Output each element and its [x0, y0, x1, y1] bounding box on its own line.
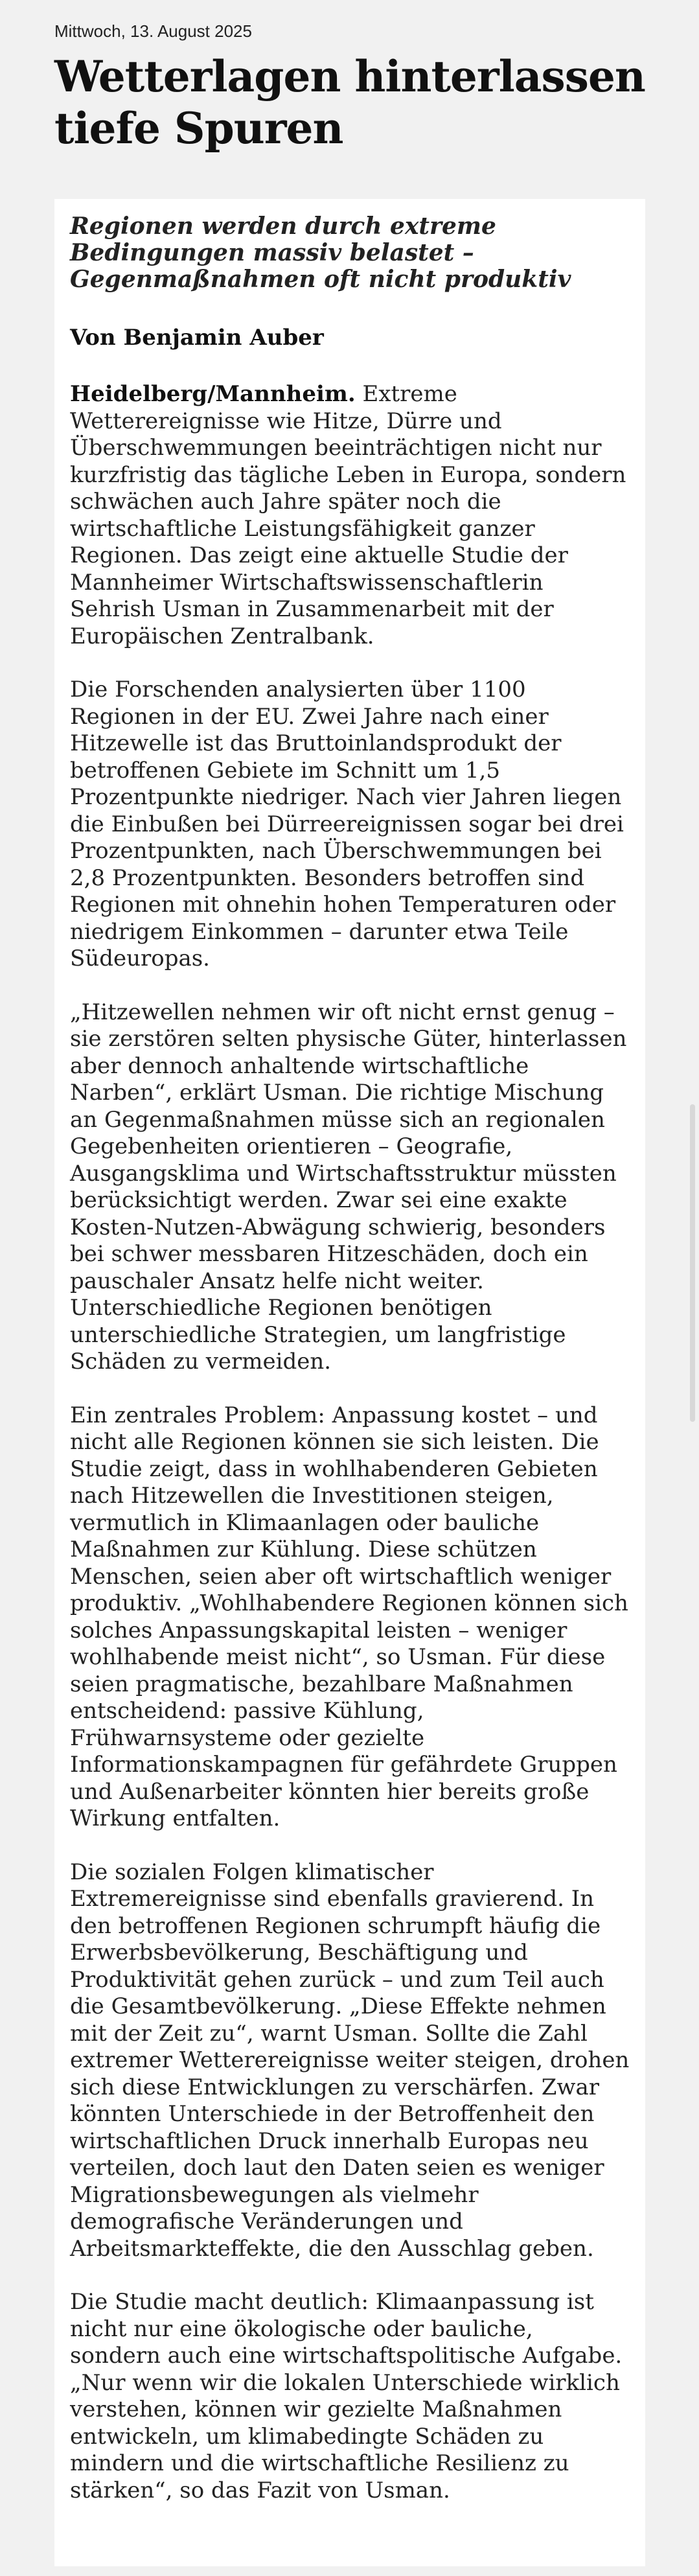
article-paragraph-3: „Hitzewellen nehmen wir oft nicht ernst genug – sie zerstören selten physische Güter, hinterlassen aber dennoch anhaltende wirtschaftliche Narben“, erklärt Usman. Die richtige Mischung an Gegenmaßnahmen müsse sich an regionalen Gegebenheiten orientieren – Geografie, Ausgangsklima und Wirtschaftsstruktur müssten berücksichtigt werden. Zwar sei eine exakte Kosten-Nutzen-Abwägung schwierig, besonders bei schwer messbaren Hitzeschäden, doch ein pauschaler Ansatz helfe nicht weiter. Unterschiedliche Regionen benötigen unterschiedliche Strategien, um langfristige Schäden zu vermeiden.: [70, 999, 627, 1375]
paragraph-text: Extreme Wetterereignisse wie Hitze, Dürre und Überschwemmungen beeinträchtigen nicht nur kurzfristig das tägliche Leben in Europa, sondern schwächen auch Jahre später noch die wirtschaftliche Leistungsfähigkeit ganzer Regionen. Das zeigt eine aktuelle Studie der Mannheimer Wirtschaftswissenschaftlerin Sehrish Usman in Zusammenarbeit mit der Europäischen Zentralbank.: [70, 381, 626, 649]
article-body-card: [54, 199, 645, 2566]
article-paragraph-6: Die Studie macht deutlich: Klimaanpassung ist nicht nur eine ökologische oder bauliche, sondern auch eine wirtschaftspolitische Aufgabe. „Nur wenn wir die lokalen Unterschiede wirklich verstehen, können wir gezielte Maßnahmen entwickeln, um klimabedingte Schäden zu mindern und die wirtschaftliche Resilienz zu stärken“, so das Fazit von Usman.: [70, 2289, 623, 2503]
publication-date: Mittwoch, 13. August 2025: [54, 21, 252, 41]
article-paragraph-2: Die Forschenden analysierten über 1100 Regionen in der EU. Zwei Jahre nach einer Hitzewelle ist das Bruttoinlandsprodukt der betroffenen Gebiete im Schnitt um 1,5 Prozentpunkte niedriger. Nach vier Jahren liegen die Einbußen bei Dürreereignissen sogar bei drei Prozentpunkten, nach Überschwemmungen bei 2,8 Prozentpunkten. Besonders betroffen sind Regionen mit ohnehin hohen Temperaturen oder niedrigem Einkommen – darunter etwa Teile Südeuropas.: [70, 677, 624, 971]
article-paragraph-4: Ein zentrales Problem: Anpassung kostet – und nicht alle Regionen können sie sich leisten. Die Studie zeigt, dass in wohlhabenderen Gebieten nach Hitzewellen die Investitionen steigen, vermutlich in Klimaanlagen oder bauliche Maßnahmen zur Kühlung. Diese schützen Menschen, seien aber oft wirtschaftlich weniger produktiv. „Wohlhabendere Regionen können sich solches Anpassungskapital leisten – weniger wohlhabende meist nicht“, so Usman. Für diese seien pragmatische, bezahlbare Maßnahmen entscheidend: passive Kühlung, Frühwarnsysteme oder gezielte Informationskampagnen für gefährdete Gruppen und Außenarbeiter könnten hier bereits große Wirkung entfalten.: [70, 1402, 628, 1831]
article-byline: Von Benjamin Auber: [70, 325, 324, 351]
article-header: [54, 18, 650, 154]
article-headline: Wetterlagen hinterlassen tiefe Spuren: [54, 51, 645, 154]
scrollbar-thumb[interactable]: [690, 1104, 695, 1422]
dateline-place: Heidelberg/Mannheim.: [70, 381, 356, 407]
article-subheadline: Regionen werden durch extreme Bedingungen massiv belastet – Gegenmaßnahmen oft nicht produktiv: [70, 213, 571, 293]
page-scrollbar[interactable]: [686, 0, 699, 2576]
article-paragraph-5: Die sozialen Folgen klimatischer Extremereignisse sind ebenfalls gravierend. In den betroffenen Regionen schrumpft häufig die Erwerbsbevölkerung, Beschäftigung und Produktivität gehen zurück – und zum Teil auch die Gesamtbevölkerung. „Diese Effekte nehmen mit der Zeit zu“, warnt Usman. Sollte die Zahl extremer Wetterereignisse weiter steigen, drohen sich diese Entwicklungen zu verschärfen. Zwar könnten Unterschiede in der Betroffenheit den wirtschaftlichen Druck innerhalb Europas neu verteilen, doch laut den Daten seien es weniger Migrationsbewegungen als vielmehr demografische Veränderungen und Arbeitsmarkteffekte, die den Ausschlag geben.: [70, 1859, 630, 2262]
article-paragraph-1: [70, 381, 630, 650]
